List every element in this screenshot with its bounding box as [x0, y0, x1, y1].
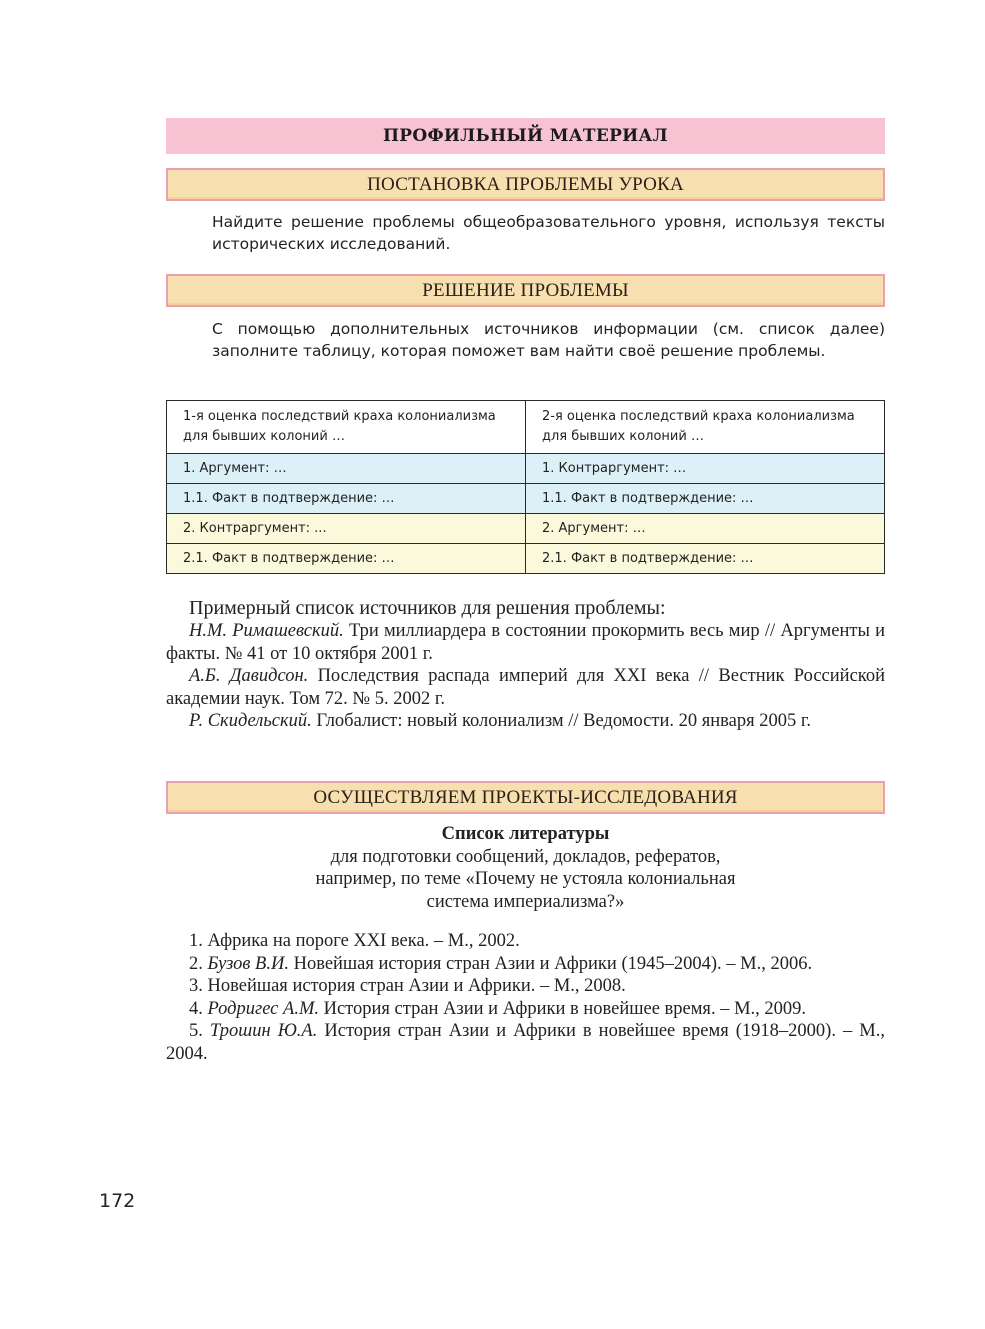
table-row — [167, 454, 885, 484]
section-heading-problem-label: ПОСТАНОВКА ПРОБЛЕМЫ УРОКА — [367, 173, 684, 195]
table-row — [167, 484, 885, 514]
literature-item-author: Родригес А.М. — [202, 998, 319, 1019]
table-cell: 2. Контраргумент: ... — [167, 514, 526, 544]
literature-item — [166, 998, 885, 1021]
literature-item — [166, 953, 885, 976]
table-cell: 2.1. Факт в подтверждение: … — [167, 544, 526, 574]
section-heading-projects-label: ОСУЩЕСТВЛЯЕМ ПРОЕКТЫ-ИССЛЕДОВАНИЯ — [313, 786, 738, 808]
table-cell: 1. Аргумент: … — [167, 454, 526, 484]
table-header-cell: 1-я оценка последствий краха колониализма для бывших колоний … — [167, 401, 526, 454]
profile-material-banner — [166, 118, 885, 154]
table-cell: 1. Контраргумент: … — [526, 454, 885, 484]
source-text: Глобалист: новый колониализм // Ведомости. 20 января 2005 г. — [311, 711, 811, 731]
solution-text: С помощью дополнительных источников информации (см. список далее) заполните таблицу, которая поможет вам найти своё решение проблемы. — [212, 320, 885, 360]
table-cell: 2. Аргумент: … — [526, 514, 885, 544]
literature-subtitle-line: например, по теме «Почему не устояла колониальная — [315, 869, 736, 889]
table-header-row — [167, 401, 885, 454]
literature-heading — [166, 823, 885, 913]
literature-item-text: История стран Азии и Африки в новейшее время. – М., 2009. — [318, 998, 807, 1019]
sources-list — [166, 596, 885, 733]
section-heading-solution — [166, 274, 885, 307]
literature-item-number: 3. — [189, 976, 203, 996]
literature-item-text: Новейшая история стран Азии и Африки (1945–2004). – М., 2006. — [288, 953, 813, 974]
literature-item-text: Новейшая история стран Азии и Африки. – М., 2008. — [202, 976, 626, 996]
table-row — [167, 544, 885, 574]
page-number: 172 — [99, 1190, 136, 1212]
problem-text: Найдите решение проблемы общеобразовательного уровня, используя тексты исторических исследований. — [212, 213, 885, 253]
source-text: Последствия распада империй для XXI века // Вестник Российской академии наук. Том 72. № 5. 2002 г. — [166, 666, 885, 709]
evaluation-table — [166, 400, 885, 574]
literature-item-number: 2. — [189, 953, 203, 974]
section-heading-solution-label: РЕШЕНИЕ ПРОБЛЕМЫ — [422, 279, 629, 301]
source-item — [166, 665, 885, 710]
section-heading-problem — [166, 168, 885, 201]
table-cell: 1.1. Факт в подтверждение: … — [167, 484, 526, 514]
table-row — [167, 514, 885, 544]
source-author: Н.М. Римашевский. — [189, 621, 344, 641]
table-header-cell: 2-я оценка последствий краха колониализма для бывших колоний … — [526, 401, 885, 454]
source-author: А.Б. Давидсон. — [189, 666, 309, 686]
literature-item — [166, 1020, 885, 1065]
literature-item-author: Трошин Ю.А. — [202, 1021, 318, 1041]
literature-list — [166, 930, 885, 1065]
literature-item-author: Бузов В.И. — [202, 953, 289, 974]
table-cell: 1.1. Факт в подтверждение: … — [526, 484, 885, 514]
literature-item-number: 4. — [189, 998, 203, 1019]
source-item — [166, 710, 885, 733]
literature-subtitle-line: для подготовки сообщений, докладов, рефератов, — [330, 846, 721, 867]
literature-title: Список литературы — [441, 824, 610, 844]
literature-item-number: 1. — [189, 931, 203, 951]
literature-item — [166, 930, 885, 953]
source-author: Р. Скидельский. — [189, 711, 312, 731]
section-heading-projects — [166, 781, 885, 814]
source-item — [166, 620, 885, 665]
sources-title: Примерный список источников для решения проблемы: — [189, 597, 666, 619]
banner-title: ПРОФИЛЬНЫЙ МАТЕРИАЛ — [382, 126, 669, 146]
source-text: Три миллиардера в состоянии прокормить весь мир // Аргументы и факты. № 41 от 10 октября 2001 г. — [166, 621, 885, 664]
literature-item-number: 5. — [189, 1021, 203, 1041]
literature-item-text: Африка на пороге XXI века. – М., 2002. — [202, 931, 520, 951]
literature-subtitle-line: система империализма?» — [426, 891, 625, 912]
literature-item-text: История стран Азии и Африки в новейшее время (1918–2000). – М., 2004. — [166, 1021, 885, 1064]
literature-item — [166, 975, 885, 998]
table-cell: 2.1. Факт в подтверждение: … — [526, 544, 885, 574]
